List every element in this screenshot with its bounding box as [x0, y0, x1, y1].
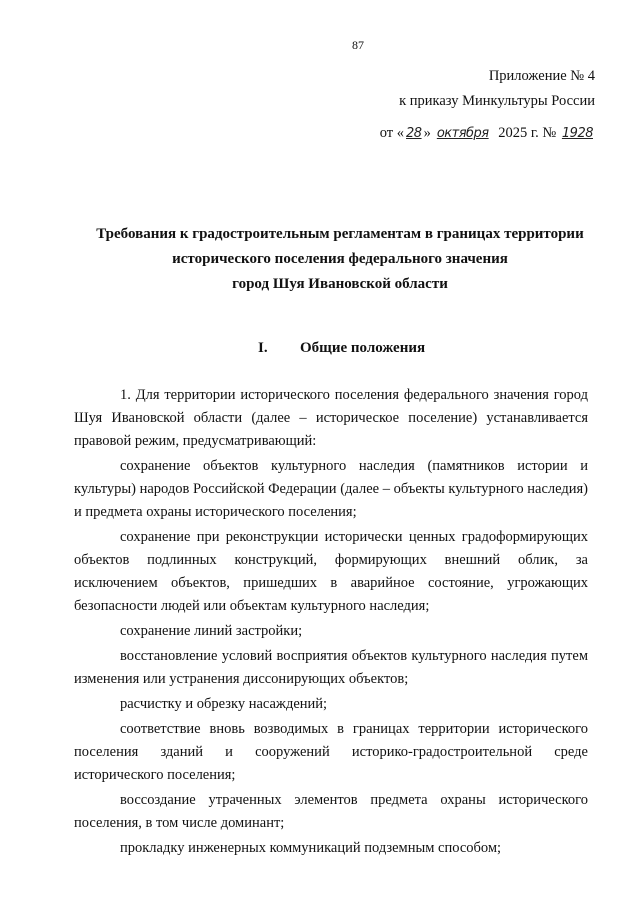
paragraph: сохранение при реконструкции исторически ценных градоформирующих объектов подлинных конструкций, формирующих внешний облик, за исключением объектов, пришедших в аварийное состояние, угрожающих безопасности людей или объектам культурного наследия; [74, 529, 588, 614]
section-name: Общие положения [300, 340, 426, 356]
title-line: город Шуя Ивановской области [232, 276, 448, 292]
document-body [74, 384, 588, 862]
handwritten-month: октября [436, 126, 489, 141]
handwritten-order-number: 1928 [561, 126, 593, 141]
paragraph: воссоздание утраченных элементов предмета охраны исторического поселения, в том числе доминант; [74, 792, 588, 831]
date-quote: » [423, 125, 431, 141]
paragraph: прокладку инженерных коммуникаций подземным способом; [120, 840, 502, 856]
paragraph: 1. Для территории исторического поселения федерального значения город Шуя Ивановской области (далее – историческое поселение) устанавливается правовой режим, предусматривающий: [74, 387, 588, 449]
title-line: исторического поселения федерального значения [172, 251, 508, 267]
date-year: 2025 г. № [494, 125, 560, 141]
annex-order-reference: к приказу Минкультуры России [399, 93, 595, 109]
date-prefix: от « [379, 125, 405, 141]
page-number: 87 [352, 38, 364, 52]
annex-date-line [380, 125, 595, 142]
document-title [60, 222, 620, 297]
handwritten-day: 28 [406, 126, 422, 141]
paragraph: соответствие вновь возводимых в границах территории исторического поселения зданий и сооружений историко-градостроительной среде исторического поселения; [74, 721, 588, 783]
title-line: Требования к градостроительным регламентам в границах территории [96, 226, 584, 242]
paragraph: расчистку и обрезку насаждений; [120, 696, 328, 712]
paragraph: сохранение линий застройки; [120, 623, 303, 639]
paragraph: восстановление условий восприятия объектов культурного наследия путем изменения или устранения диссонирующих объектов; [74, 648, 588, 687]
annex-title: Приложение № 4 [488, 68, 595, 84]
section-number: I. [258, 340, 268, 356]
paragraph: сохранение объектов культурного наследия (памятников истории и культуры) народов Российской Федерации (далее – объекты культурного наследия) и предмета охраны исторического поселения; [74, 458, 588, 520]
